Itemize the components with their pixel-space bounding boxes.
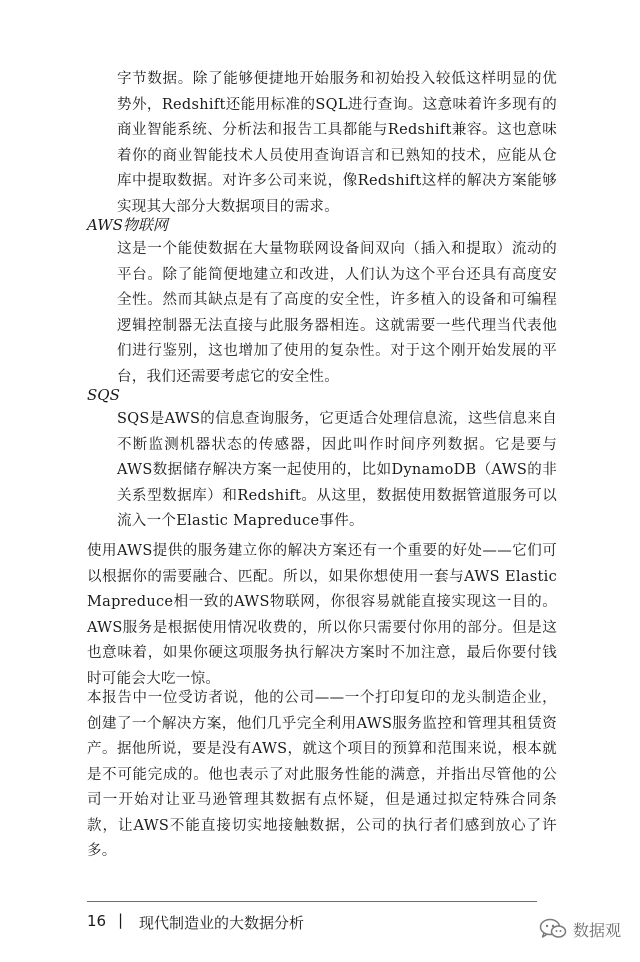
footer-separator: | xyxy=(118,911,124,929)
paragraph-interview: 本报告中一位受访者说，他的公司——一个打印复印的龙头制造企业，创建了一个解决方案，他们几乎完全利用AWS服务监控和管理其租赁资产。据他所说，要是没有AWS，就这个项目的预算和范围来说，根本就是不可能完成的。他也表示了对此服务性能的满意，并指出尽管他的公司一开始对让亚马逊管理其数据有点怀疑，但是通过拟定特殊合同条款，让AWS不能直接切实地接触数据，公司的执行者们感到放心了许多。 xyxy=(87,690,557,859)
paragraph-sqs: SQS是AWS的信息查询服务，它更适合处理信息流，这些信息来自不断监测机器状态的传感器，因此叫作时间序列数据。它是要与AWS数据储存解决方案一起使用的，比如DynamoDB（AWS的非关系型数据库）和Redshift。从这里，数据使用数据管道服务可以流入一个Elastic Mapreduce事件。 xyxy=(117,411,557,529)
paragraph-aws-iot: 这是一个能使数据在大量物联网设备间双向（插入和提取）流动的平台。除了能简便地建立和改进，人们认为这个平台还具有高度安全性。然而其缺点是有了高度的安全性，许多植入的设备和可编程逻辑控制器无法直接与此服务器相连。这就需要一些代理当代表他们进行鉴别，这也增加了使用的复杂性。对于这个刚开始发展的平台，我们还需要考虑它的安全性。 xyxy=(117,241,557,385)
heading-aws-iot: AWS物联网 xyxy=(87,216,168,234)
watermark-text: 数据观 xyxy=(573,920,622,940)
running-title: 现代制造业的大数据分析 xyxy=(139,914,305,932)
watermark xyxy=(539,916,621,942)
footer-rule xyxy=(87,901,537,902)
paragraph-mix-match: 使用AWS提供的服务建立你的解决方案还有一个重要的好处——它们可以根据你的需要融合、匹配。所以，如果你想使用一套与AWS Elastic Mapreduce相一致的AWS物联网，你很容易就能直接实现这一目的。AWS服务是根据使用情况收费的，所以你只需要付你用的部分。但是这也意味着，如果你硬这项服务执行解决方案时不加注意，最后你要付钱时可能会大吃一惊。 xyxy=(87,543,557,687)
heading-sqs: SQS xyxy=(87,386,120,404)
wechat-icon xyxy=(539,918,567,940)
paragraph-redshift: 字节数据。除了能够便捷地开始服务和初始投入较低这样明显的优势外，Redshift还能用标准的SQL进行查询。这意味着许多现有的商业智能系统、分析法和报告工具都能与Redshift兼容。这也意味着你的商业智能技术人员使用查询语言和已熟知的技术，应能从仓库中提取数据。对许多公司来说，像Redshift这样的解决方案能够实现其大部分大数据项目的需求。 xyxy=(117,71,557,215)
page-number: 16 xyxy=(87,912,107,930)
